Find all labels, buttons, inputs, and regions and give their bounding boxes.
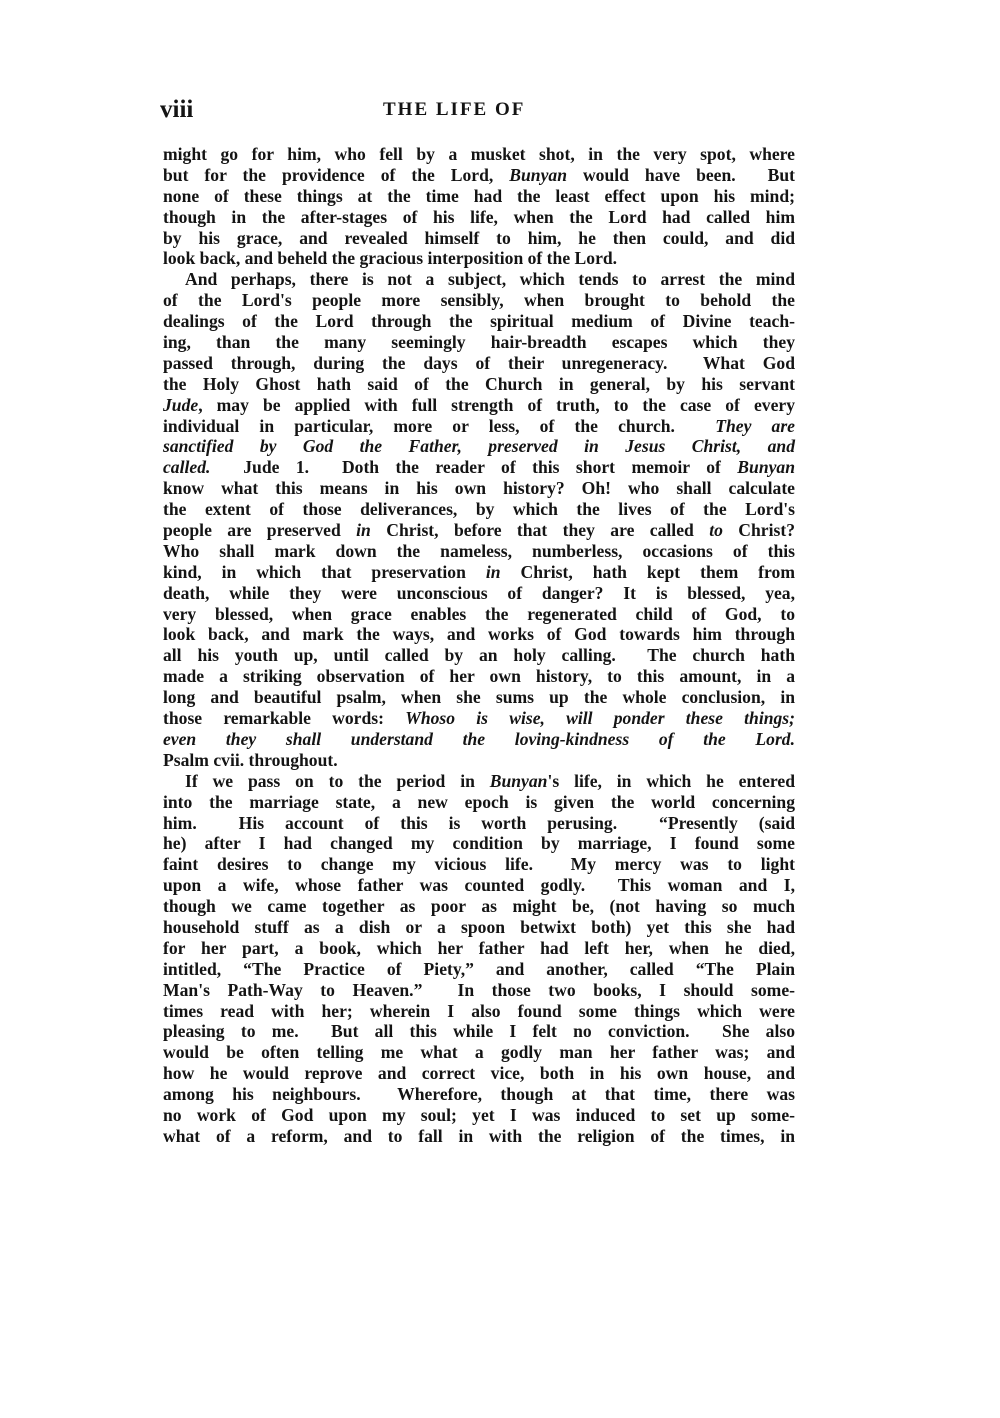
- text-segment: kind, in which that preservation: [163, 561, 486, 582]
- text-line: [163, 645, 795, 666]
- text-line: [163, 604, 795, 625]
- page-number: viii: [160, 96, 194, 123]
- text-segment: might go for him, who fell by a musket shot, in the very spot, where: [163, 144, 795, 164]
- text-line: [163, 416, 795, 437]
- text-line: [163, 750, 795, 771]
- text-segment: by his grace, and revealed himself to him, he then could, and did: [163, 227, 795, 248]
- text-line: [163, 833, 795, 854]
- text-line: [163, 207, 795, 228]
- text-segment: how he would reprove and correct vice, both in his own house, and: [163, 1063, 795, 1084]
- text-line: [163, 1042, 795, 1063]
- italic-text: Whoso is wise, will ponder these things;: [405, 708, 796, 729]
- text-line: [163, 290, 795, 311]
- text-segment: If we pass on to the period in: [185, 770, 490, 791]
- text-segment: all his youth up, until called by an holy calling. The church hath: [163, 645, 795, 666]
- text-line: [163, 938, 795, 959]
- text-line: [163, 186, 795, 207]
- text-line: [163, 959, 795, 980]
- text-line: [163, 813, 795, 834]
- text-line: [163, 165, 795, 186]
- body-text: [163, 144, 795, 1147]
- running-title: THE LIFE OF: [383, 99, 526, 120]
- text-segment: death, while they were unconscious of danger? It is blessed, yea,: [163, 582, 795, 603]
- text-line: [163, 457, 795, 478]
- text-line: [163, 792, 795, 813]
- text-segment: Psalm cvii. throughout.: [163, 749, 338, 770]
- text-segment: Christ, hath kept them from: [500, 561, 795, 582]
- italic-text: called.: [163, 457, 211, 478]
- text-segment: individual in particular, more or less, of the church.: [163, 415, 716, 436]
- text-segment: would have been. But: [566, 164, 795, 185]
- text-segment: but for the providence of the Lord,: [163, 164, 510, 185]
- text-line: [163, 562, 795, 583]
- text-segment: look back, and beheld the gracious interposition of the Lord.: [163, 248, 618, 269]
- text-line: [163, 436, 795, 457]
- text-segment: 's life, in which he entered: [547, 770, 795, 791]
- text-line: [163, 374, 795, 395]
- text-line: [163, 624, 795, 645]
- text-segment: And perhaps, there is not a subject, which tends to arrest the mind: [185, 269, 795, 290]
- text-segment: Christ?: [722, 520, 795, 541]
- text-segment: passed through, during the days of their unregeneracy. What God: [163, 352, 795, 373]
- text-segment: would be often telling me what a godly man her father was; and: [163, 1042, 795, 1063]
- text-line: [163, 875, 795, 896]
- text-segment: intitled, “The Practice of Piety,” and another, called “The Plain: [163, 958, 795, 979]
- text-segment: Jude 1. Doth the reader of this short memoir of: [210, 457, 738, 478]
- text-line: [163, 729, 795, 750]
- text-line: [163, 1105, 795, 1126]
- text-segment: no work of God upon my soul; yet I was induced to set up some-: [163, 1104, 795, 1125]
- text-segment: though we came together as poor as might be, (not having so much: [163, 896, 795, 917]
- text-line: [163, 854, 795, 875]
- italic-text: They are: [715, 415, 795, 436]
- text-segment: among his neighbours. Wherefore, though at that time, there was: [163, 1084, 795, 1105]
- text-line: [163, 666, 795, 687]
- text-segment: look back, and mark the ways, and works of God towards him through: [163, 624, 795, 645]
- italic-text: even they shall understand the loving-kindness of the Lord.: [163, 728, 795, 749]
- text-segment: those remarkable words:: [163, 708, 406, 729]
- text-segment: , may be applied with full strength of truth, to the case of every: [198, 394, 795, 415]
- text-line: [163, 269, 795, 290]
- text-line: [163, 248, 795, 269]
- text-line: [163, 708, 795, 729]
- text-segment: faint desires to change my vicious life. My mercy was to light: [163, 854, 795, 875]
- text-segment: pleasing to me. But all this while I felt no conviction. She also: [163, 1021, 795, 1042]
- text-segment: times read with her; wherein I also found some things which were: [163, 1000, 795, 1021]
- italic-text: Bunyan: [737, 457, 795, 478]
- text-line: [163, 144, 795, 165]
- text-segment: Christ, before that they are called: [370, 520, 710, 541]
- text-line: [163, 1021, 795, 1042]
- italic-text: Jude: [163, 394, 199, 415]
- text-line: [163, 520, 795, 541]
- text-segment: the Holy Ghost hath said of the Church in general, by his servant: [163, 373, 795, 394]
- italic-text: sanctified by God the Father, preserved in Jesus Christ, and: [163, 436, 795, 457]
- text-segment: household stuff as a dish or a spoon betwixt both) yet this she had: [163, 916, 795, 937]
- text-line: [163, 771, 795, 792]
- text-segment: know what this means in his own history? Oh! who shall calculate: [163, 478, 795, 499]
- text-segment: none of these things at the time had the least effect upon his mind;: [163, 185, 795, 206]
- italic-text: Bunyan: [509, 164, 567, 185]
- text-segment: for her part, a book, which her father had left her, when he died,: [163, 937, 795, 958]
- text-segment: the extent of those deliverances, by which the lives of the Lord's: [163, 499, 795, 520]
- text-line: [163, 395, 795, 416]
- text-segment: what of a reform, and to fall in with the religion of the times, in: [163, 1125, 795, 1146]
- text-segment: Man's Path-Way to Heaven.” In those two books, I should some-: [163, 979, 795, 1000]
- text-line: [163, 541, 795, 562]
- text-line: [163, 228, 795, 249]
- text-segment: of the Lord's people more sensibly, when brought to behold the: [163, 290, 795, 311]
- text-segment: long and beautiful psalm, when she sums up the whole conclusion, in: [163, 687, 795, 708]
- italic-text: Bunyan: [489, 770, 548, 791]
- text-line: [163, 1084, 795, 1105]
- text-line: [163, 1126, 795, 1147]
- text-segment: ing, than the many seemingly hair-breadth escapes which they: [163, 332, 795, 353]
- text-segment: dealings of the Lord through the spiritual medium of Divine teach-: [163, 311, 795, 332]
- text-segment: Who shall mark down the nameless, numberless, occasions of this: [163, 540, 795, 561]
- text-line: [163, 583, 795, 604]
- italic-text: in: [485, 561, 501, 582]
- text-segment: made a striking observation of her own history, to this amount, in a: [163, 666, 795, 687]
- text-segment: upon a wife, whose father was counted godly. This woman and I,: [163, 875, 795, 896]
- text-segment: people are preserved: [163, 520, 357, 541]
- italic-text: in: [356, 520, 371, 541]
- text-line: [163, 1001, 795, 1022]
- text-line: [163, 499, 795, 520]
- text-segment: though in the after-stages of his life, when the Lord had called him: [163, 206, 795, 227]
- text-line: [163, 1063, 795, 1084]
- text-line: [163, 896, 795, 917]
- text-line: [163, 332, 795, 353]
- text-line: [163, 917, 795, 938]
- text-segment: very blessed, when grace enables the regenerated child of God, to: [163, 603, 795, 624]
- text-line: [163, 353, 795, 374]
- text-segment: into the marriage state, a new epoch is given the world concerning: [163, 791, 795, 812]
- text-line: [163, 980, 795, 1001]
- text-line: [163, 311, 795, 332]
- text-line: [163, 478, 795, 499]
- italic-text: to: [709, 520, 723, 541]
- text-segment: him. His account of this is worth perusing. “Presently (said: [163, 812, 795, 833]
- text-line: [163, 687, 795, 708]
- text-segment: he) after I had changed my condition by marriage, I found some: [163, 833, 795, 854]
